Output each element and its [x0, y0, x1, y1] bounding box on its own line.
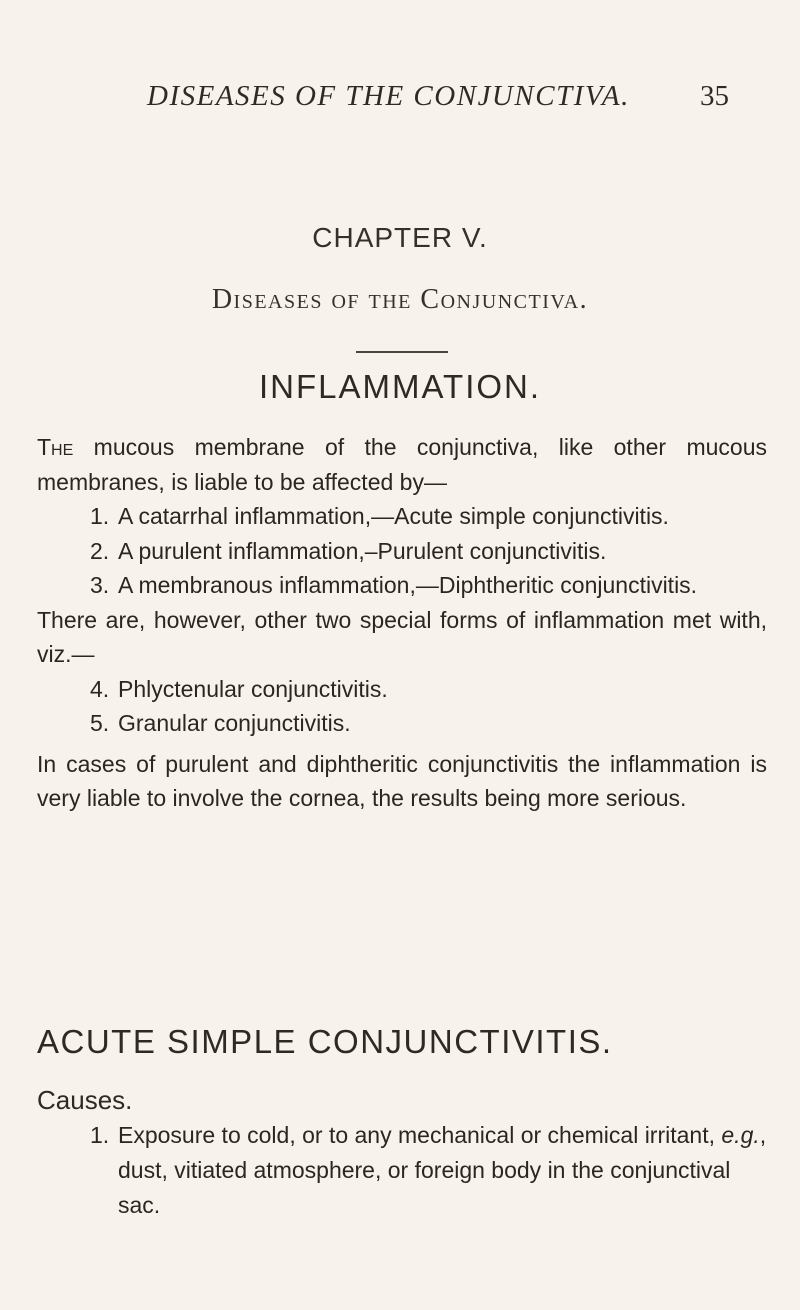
list-item-text: A membranous inflammation,—Diphtheritic conjunctivitis. — [118, 572, 698, 598]
list-item-number: 4. — [90, 675, 110, 702]
page-number: 35 — [700, 80, 729, 112]
list-item-number: 1. — [90, 1122, 110, 1148]
chapter-subtitle: Diseases of the Conjunctiva. — [211, 284, 589, 315]
list-item-text — [118, 1118, 767, 1223]
list-item-number: 1. — [90, 503, 110, 529]
list-item — [37, 568, 767, 603]
list-item — [37, 706, 767, 741]
cause-text-end: , dust, vitiated atmosphere, or foreign body in the conjunctival sac. — [118, 1122, 767, 1218]
running-title: DISEASES OF THE CONJUNCTIVA. — [147, 80, 630, 112]
cause-text-italic: e.g. — [721, 1122, 760, 1148]
list-item — [37, 1118, 767, 1223]
intro-paragraph — [37, 430, 767, 499]
running-head — [0, 80, 800, 120]
section-heading-inflammation: INFLAMMATION. — [258, 368, 542, 405]
special-forms-list — [37, 672, 767, 741]
list-item — [37, 534, 767, 569]
chapter-label: CHAPTER V. — [312, 222, 488, 253]
list-item — [37, 499, 767, 534]
inflammation-body — [37, 430, 767, 816]
list-item-number: 2. — [90, 537, 110, 564]
intro-lead: The — [37, 434, 74, 460]
list-item-number: 5. — [90, 710, 110, 736]
list-item-text: A purulent inflammation,–Purulent conjunctivitis. — [118, 537, 607, 564]
cause-text-start: Exposure to cold, or to any mechanical or chemical irritant, — [118, 1122, 722, 1148]
causes-list — [37, 1118, 767, 1223]
list-item-text: A catarrhal inflammation,—Acute simple conjunctivitis. — [118, 503, 669, 529]
list-item-text: Granular conjunctivitis. — [118, 710, 351, 736]
causes-body — [37, 1118, 767, 1223]
intro-text: mucous membrane of the conjunctiva, like other mucous membranes, is liable to be affected by— — [37, 434, 767, 495]
list-item-text: Phlyctenular conjunctivitis. — [118, 675, 388, 702]
inflammation-forms-list — [37, 499, 767, 603]
list-item — [37, 672, 767, 707]
list-item-number: 3. — [90, 572, 110, 598]
closing-paragraph: In cases of purulent and diphtheritic conjunctivitis the inflammation is very liable to involve the cornea, the results being more serious. — [37, 750, 767, 811]
special-forms-intro: There are, however, other two special forms of inflammation met with, viz.— — [37, 606, 767, 667]
causes-heading: Causes. — [37, 1085, 133, 1115]
section-heading-acute: ACUTE SIMPLE CONJUNCTIVITIS. — [37, 1023, 613, 1060]
section-divider — [356, 351, 448, 353]
